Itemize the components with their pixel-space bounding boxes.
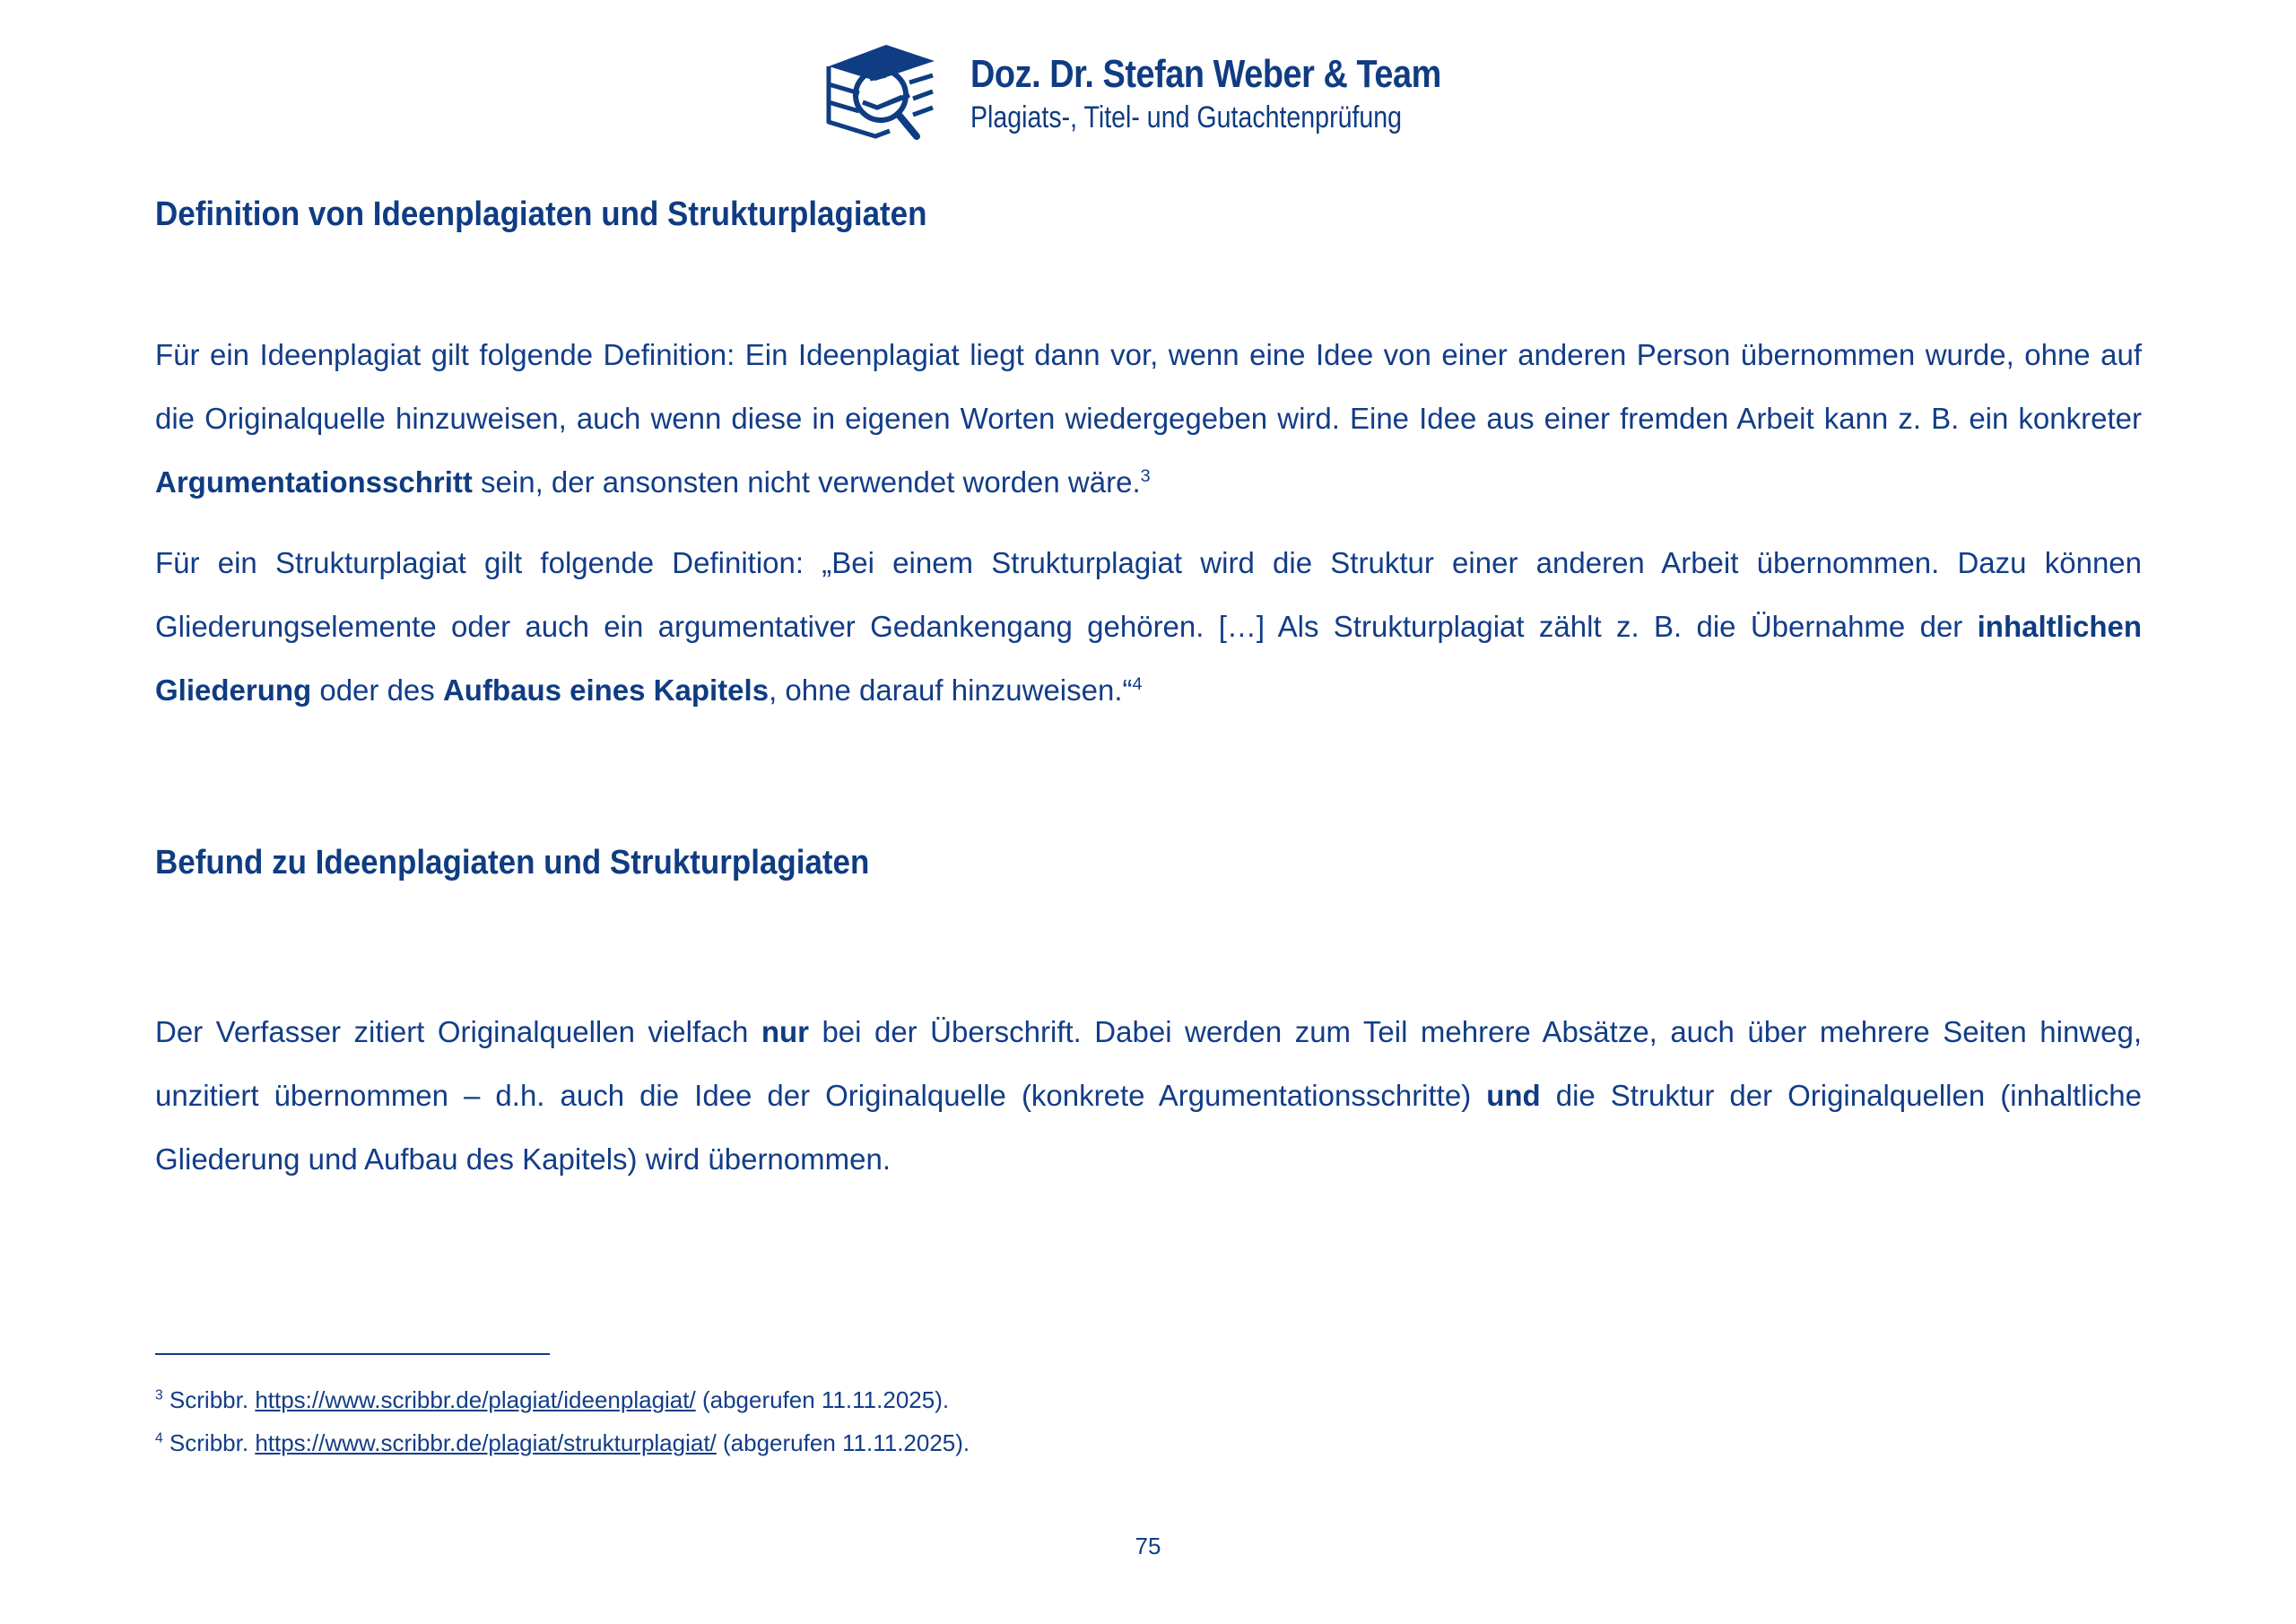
section-heading-definition: Definition von Ideenplagiaten und Strukturplagiaten [155, 195, 927, 233]
footnote-ref-4[interactable]: 4 [1132, 674, 1143, 694]
paragraph-befund [155, 1000, 2142, 1191]
text-run: sein, der ansonsten nicht verwendet worden wäre. [472, 465, 1141, 499]
footnote-number: 4 [155, 1430, 163, 1446]
footnote-4 [155, 1429, 970, 1457]
paragraph-strukturplagiat [155, 531, 2142, 722]
footnote-number: 3 [155, 1387, 163, 1403]
footnote-accessed: (abgerufen 11.11.2025). [723, 1429, 970, 1456]
footnote-source: Scribbr. [169, 1386, 249, 1413]
footnote-link[interactable]: https://www.scribbr.de/plagiat/strukturplagiat/ [255, 1429, 717, 1456]
text-run: Für ein Strukturplagiat gilt folgende Definition: „Bei einem Strukturplagiat wird die Struktur einer anderen Arbeit übernommen. Dazu können Gliederungselemente oder auch ein argumentativer Gedankengang gehören. […] Als Strukturplagiat zählt z. B. die Übernahme der [155, 546, 2142, 643]
section-heading-befund: Befund zu Ideenplagiaten und Strukturplagiaten [155, 844, 870, 881]
brand-subtitle: Plagiats-, Titel- und Gutachtenprüfung [970, 100, 1403, 135]
brand-title: Doz. Dr. Stefan Weber & Team [970, 52, 1441, 96]
footnote-source: Scribbr. [169, 1429, 249, 1456]
text-run: oder des [311, 673, 443, 707]
page-header [823, 43, 1518, 142]
bold-term: Argumentationsschritt [155, 465, 473, 499]
bold-term: und [1486, 1079, 1541, 1112]
bold-term: inhaltlichen Gliederung [155, 610, 2142, 707]
bold-term: Aufbaus eines Kapitels [442, 673, 770, 707]
text-run: , ohne darauf hinzuweisen.“ [769, 673, 1133, 707]
bold-term: nur [761, 1015, 809, 1048]
footnote-accessed: (abgerufen 11.11.2025). [701, 1386, 950, 1413]
page-number: 75 [1135, 1533, 1161, 1559]
text-run: die Struktur der Originalquellen (inhaltliche Gliederung und Aufbau des Kapitels) wird übernommen. [155, 1079, 2142, 1176]
footnote-divider [155, 1353, 550, 1355]
text-run: Der Verfasser zitiert Originalquellen vielfach [155, 1015, 761, 1048]
books-magnifier-icon [823, 43, 938, 142]
footnote-3 [155, 1386, 949, 1414]
text-run: bei der Überschrift. Dabei werden zum Teil mehrere Absätze, auch über mehrere Seiten hinweg, unzitiert übernommen – d.h. auch die Idee der Originalquelle (konkrete Argumentationsschritte) [155, 1015, 2143, 1112]
paragraph-ideenplagiat [155, 323, 2142, 514]
text-run: Für ein Ideenplagiat gilt folgende Definition: Ein Ideenplagiat liegt dann vor, wenn eine Idee von einer anderen Person übernommen wurde, ohne auf die Originalquelle hinzuweisen, auch wenn diese in eigenen Worten wiedergegeben wird. Eine Idee aus einer fremden Arbeit kann z. B. ein konkreter [155, 338, 2142, 435]
footnote-ref-3[interactable]: 3 [1140, 466, 1151, 486]
footnote-link[interactable]: https://www.scribbr.de/plagiat/ideenplagiat/ [255, 1386, 696, 1413]
